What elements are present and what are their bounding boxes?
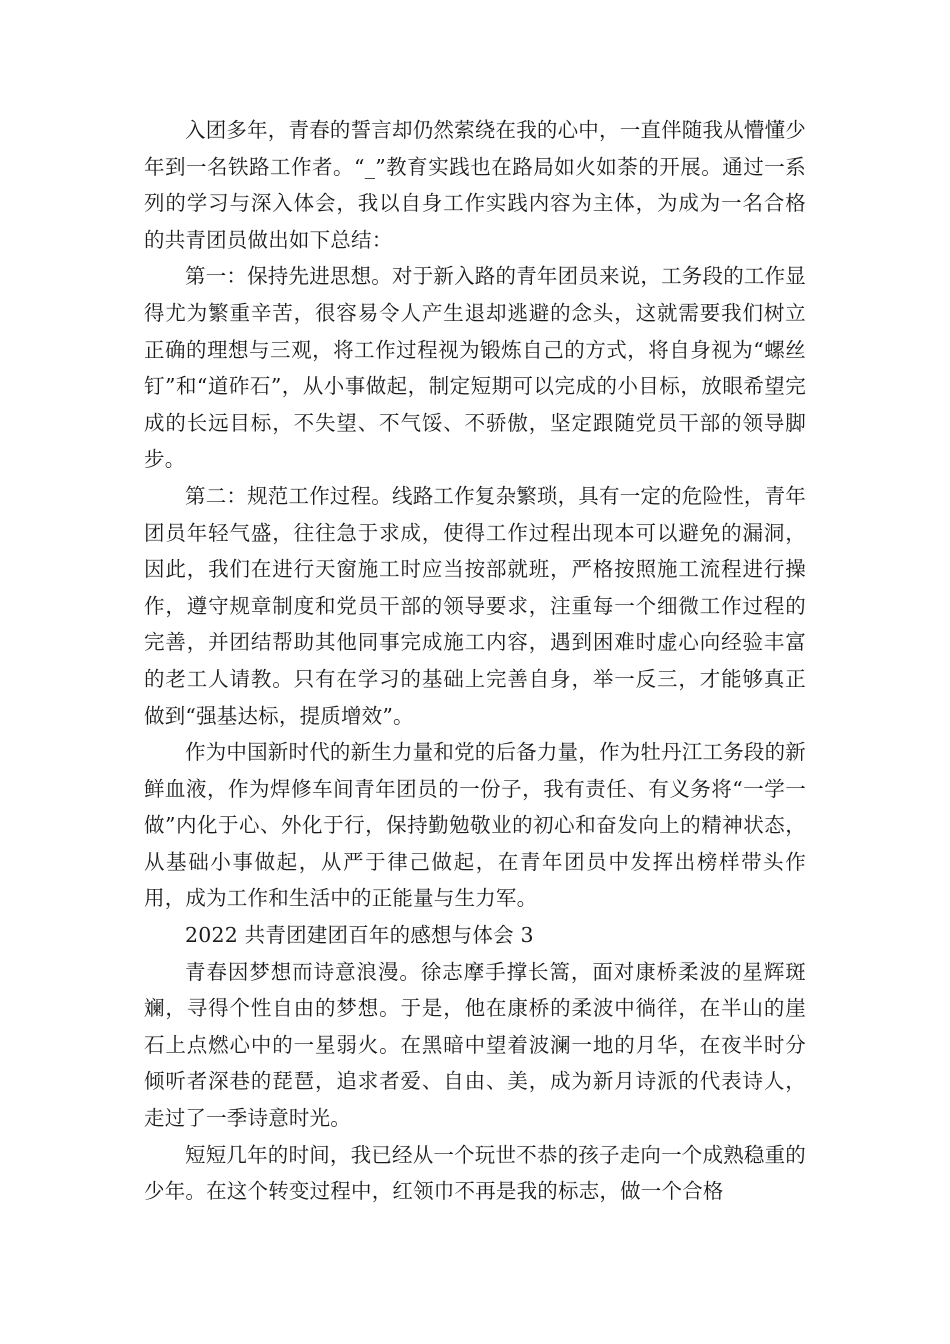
paragraph-first-point: 第一：保持先进思想。对于新入路的青年团员来说，工务段的工作显得尤为繁重辛苦，很容易令人产生退却逃避的念头，这就需要我们树立正确的理想与三观，将工作过程视为锻炼自己的方式，将自身视为“螺丝钉”和“道砟石”，从小事做起，制定短期可以完成的小目标，放眼希望完成的长远目标，不失望、不气馁、不骄傲，坚定跟随党员干部的领导脚步。: [144, 264, 806, 472]
section-heading: 2022 共青团建团百年的感想与体会 3: [185, 923, 534, 948]
paragraph-growth: 短短几年的时间，我已经从一个玩世不恭的孩子走向一个成熟稳重的少年。在这个转变过程中，红领巾不再是我的标志，做一个合格: [144, 1142, 806, 1204]
paragraph-intro: 入团多年，青春的誓言却仍然萦绕在我的心中，一直伴随我从懵懂少年到一名铁路工作者。“_”教育实践也在路局如火如荼的开展。通过一系列的学习与深入体会，我以自身工作实践内容为主体，为成为一名合格的共青团员做出如下总结：: [144, 118, 806, 252]
document-body: [144, 112, 806, 1210]
paragraph-conclusion: 作为中国新时代的新生力量和党的后备力量，作为牡丹江工务段的新鲜血液，作为焊修车间青年团员的一份子，我有责任、有义务将“一学一做”内化于心、外化于行，保持勤勉敬业的初心和奋发向上的精神状态，从基础小事做起，从严于律己做起，在青年团员中发挥出榜样带头作用，成为工作和生活中的正能量与生力军。: [144, 740, 806, 911]
paragraph-second-point: 第二：规范工作过程。线路工作复杂繁琐，具有一定的危险性，青年团员年轻气盛，往往急于求成，使得工作过程出现本可以避免的漏洞，因此，我们在进行天窗施工时应当按部就班，严格按照施工流程进行操作，遵守规章制度和党员干部的领导要求，注重每一个细微工作过程的完善，并团结帮助其他同事完成施工内容，遇到困难时虚心向经验丰富的老工人请教。只有在学习的基础上完善自身，举一反三，才能够真正做到“强基达标，提质增效”。: [144, 483, 806, 728]
paragraph-youth-dream: 青春因梦想而诗意浪漫。徐志摩手撑长篙，面对康桥柔波的星辉斑斓，寻得个性自由的梦想。于是，他在康桥的柔波中徜徉，在半山的崖石上点燃心中的一星弱火。在黑暗中望着波澜一地的月华，在夜半时分倾听者深巷的琵琶，追求者爱、自由、美，成为新月诗派的代表诗人，走过了一季诗意时光。: [144, 959, 806, 1131]
